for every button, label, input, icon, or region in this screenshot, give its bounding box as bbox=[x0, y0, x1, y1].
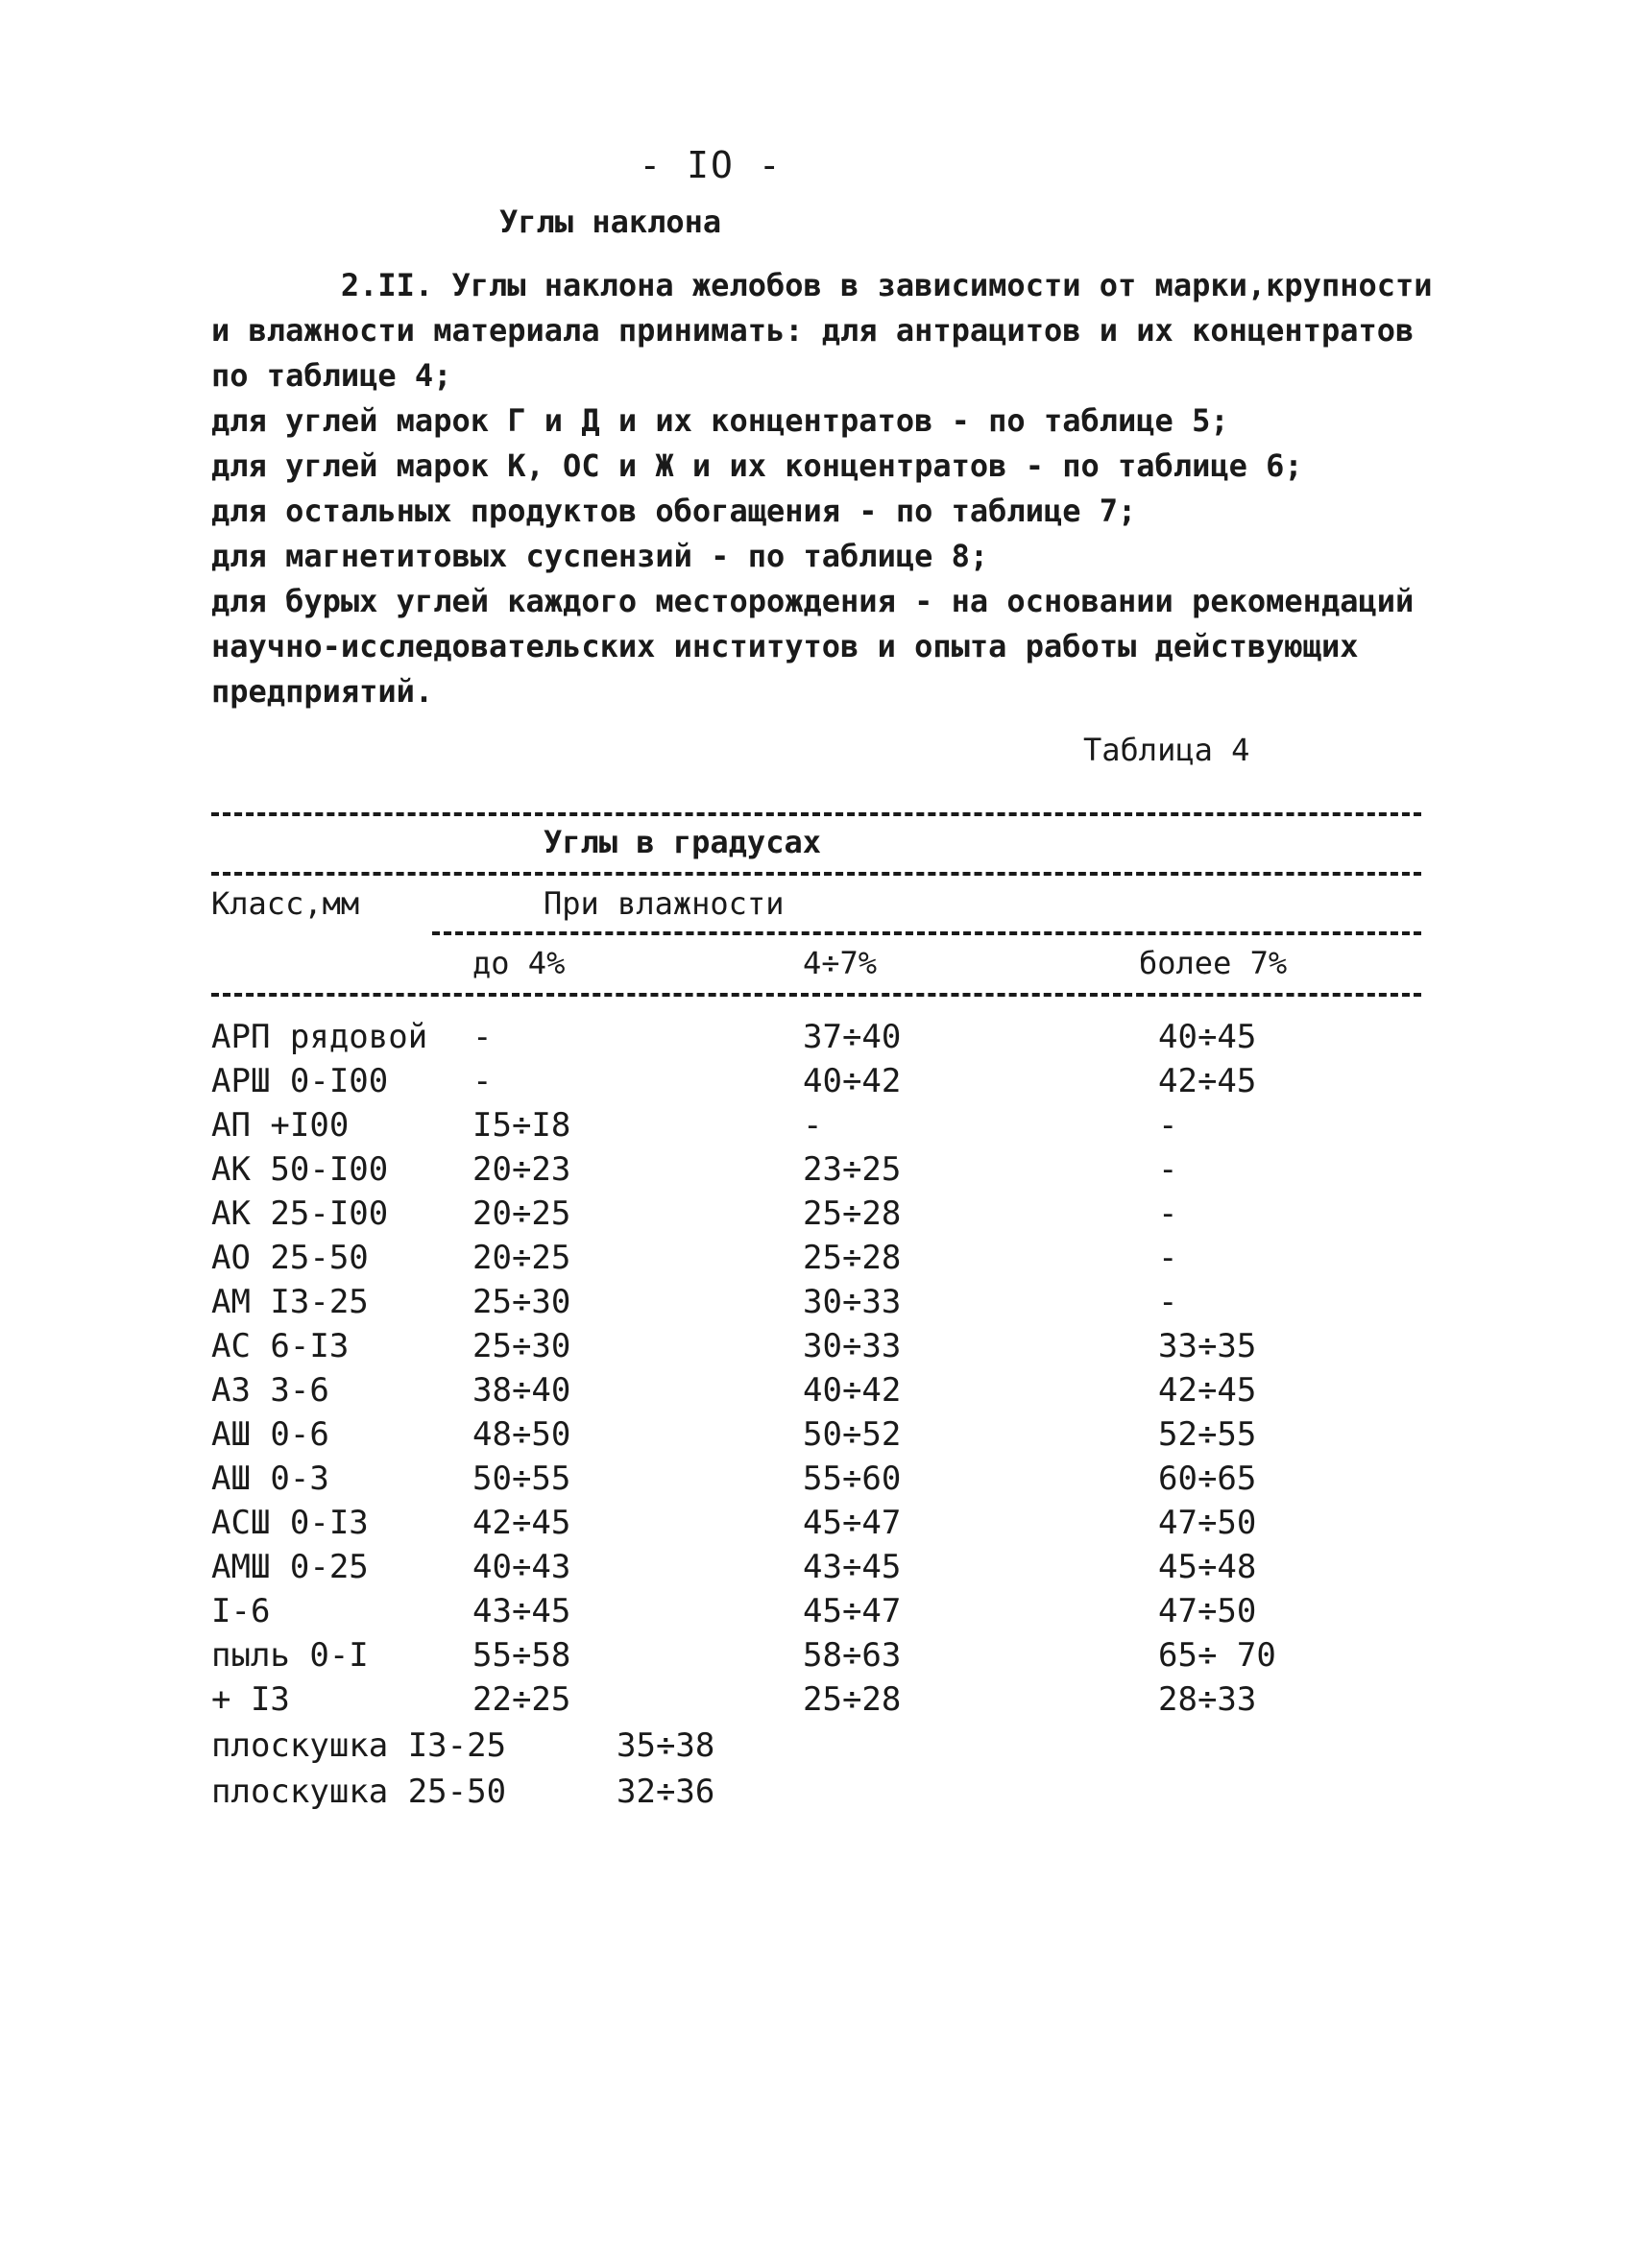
value-cell: 28÷33 bbox=[1158, 1680, 1257, 1719]
paragraph-line: для бурых углей каждого месторождения - на основании рекомендаций bbox=[211, 583, 1415, 619]
table-row bbox=[0, 1415, 1645, 1460]
header-humidity: При влажности bbox=[544, 885, 785, 922]
class-cell: АМШ 0-25 bbox=[211, 1548, 369, 1586]
value-cell: 40÷45 bbox=[1158, 1018, 1257, 1056]
class-cell: АП +I00 bbox=[211, 1106, 350, 1145]
value-cell: 55÷60 bbox=[803, 1460, 902, 1498]
value-cell: 50÷55 bbox=[472, 1460, 571, 1498]
value-cell: 65÷ 70 bbox=[1158, 1636, 1276, 1675]
column-header: более 7% bbox=[1139, 945, 1288, 981]
value-cell: 30÷33 bbox=[803, 1283, 902, 1321]
value-cell: 43÷45 bbox=[472, 1592, 571, 1630]
value-cell: 45÷48 bbox=[1158, 1548, 1257, 1586]
value-cell: - bbox=[1158, 1194, 1178, 1233]
table-row bbox=[0, 1504, 1645, 1548]
value-cell: 25÷28 bbox=[803, 1194, 902, 1233]
table-row bbox=[0, 1194, 1645, 1239]
table-rule bbox=[211, 872, 1421, 876]
value-cell: 47÷50 bbox=[1158, 1592, 1257, 1630]
paragraph-line: предприятий. bbox=[211, 673, 434, 710]
table-caption: Таблица 4 bbox=[1083, 732, 1250, 768]
value-cell: 50÷52 bbox=[803, 1415, 902, 1454]
table-row bbox=[0, 1592, 1645, 1636]
value-cell: 52÷55 bbox=[1158, 1415, 1257, 1454]
value-cell: 20÷23 bbox=[472, 1150, 571, 1189]
table-row bbox=[0, 1460, 1645, 1504]
value-cell: 47÷50 bbox=[1158, 1504, 1257, 1542]
value-cell: 20÷25 bbox=[472, 1239, 571, 1277]
table-row bbox=[0, 1062, 1645, 1106]
header-angles: Углы в градусах bbox=[544, 824, 821, 860]
class-cell: АШ 0-3 bbox=[211, 1460, 329, 1498]
value-cell: 33÷35 bbox=[1158, 1327, 1257, 1365]
value-cell: 48÷50 bbox=[472, 1415, 571, 1454]
table-row bbox=[0, 1636, 1645, 1680]
table-row bbox=[0, 1548, 1645, 1592]
table-row bbox=[0, 1680, 1645, 1725]
table-rule bbox=[432, 931, 1421, 935]
class-cell: АШ 0-6 bbox=[211, 1415, 329, 1454]
value-cell: 38÷40 bbox=[472, 1371, 571, 1410]
table-row bbox=[0, 1371, 1645, 1415]
value-cell: 25÷28 bbox=[803, 1680, 902, 1719]
value-cell: 25÷28 bbox=[803, 1239, 902, 1277]
paragraph-line: по таблице 4; bbox=[211, 357, 452, 394]
value-cell: 55÷58 bbox=[472, 1636, 571, 1675]
section-title: Углы наклона bbox=[499, 204, 722, 240]
class-cell: АК 25-I00 bbox=[211, 1194, 389, 1233]
table-row bbox=[0, 1150, 1645, 1194]
value-cell: - bbox=[803, 1106, 823, 1145]
paragraph-line: научно-исследовательских институтов и опыта работы действующих bbox=[211, 628, 1359, 664]
column-header: 4÷7% bbox=[803, 945, 878, 981]
value-cell: - bbox=[1158, 1150, 1178, 1189]
paragraph-line: для магнетитовых суспензий - по таблице 8; bbox=[211, 538, 989, 574]
table-row bbox=[0, 1327, 1645, 1371]
paragraph-line: 2.II. Углы наклона желобов в зависимости от марки,крупности bbox=[211, 267, 1433, 303]
value-cell: 42÷45 bbox=[1158, 1062, 1257, 1100]
value-cell: - bbox=[1158, 1283, 1178, 1321]
value-cell: 30÷33 bbox=[803, 1327, 902, 1365]
header-class: Класс,мм bbox=[211, 885, 360, 922]
table-rule bbox=[211, 812, 1421, 816]
table-row bbox=[0, 1239, 1645, 1283]
class-cell: АЗ 3-6 bbox=[211, 1371, 329, 1410]
value-cell: 45÷47 bbox=[803, 1504, 902, 1542]
value-cell: 60÷65 bbox=[1158, 1460, 1257, 1498]
value-cell: 37÷40 bbox=[803, 1018, 902, 1056]
value-cell: 42÷45 bbox=[1158, 1371, 1257, 1410]
class-cell: + I3 bbox=[211, 1680, 290, 1719]
value-cell: 40÷42 bbox=[803, 1062, 902, 1100]
extra-row-value: 32÷36 bbox=[617, 1773, 715, 1811]
class-cell: АРП рядовой bbox=[211, 1018, 428, 1056]
value-cell: - bbox=[1158, 1106, 1178, 1145]
class-cell: АК 50-I00 bbox=[211, 1150, 389, 1189]
table-row bbox=[0, 1283, 1645, 1327]
value-cell: 45÷47 bbox=[803, 1592, 902, 1630]
class-cell: пыль 0-I bbox=[211, 1636, 369, 1675]
value-cell: 25÷30 bbox=[472, 1283, 571, 1321]
value-cell: 20÷25 bbox=[472, 1194, 571, 1233]
page-number: - IO - bbox=[639, 144, 783, 186]
value-cell: 40÷43 bbox=[472, 1548, 571, 1586]
class-cell: АСШ 0-I3 bbox=[211, 1504, 369, 1542]
extra-row-class: плоскушка 25-50 bbox=[211, 1773, 507, 1811]
paragraph-line: для углей марок К, ОС и Ж и их концентратов - по таблице 6; bbox=[211, 447, 1303, 484]
value-cell: 22÷25 bbox=[472, 1680, 571, 1719]
value-cell: - bbox=[1158, 1239, 1178, 1277]
table-row bbox=[0, 1106, 1645, 1150]
paragraph-line: для углей марок Г и Д и их концентратов - по таблице 5; bbox=[211, 402, 1229, 439]
value-cell: 23÷25 bbox=[803, 1150, 902, 1189]
value-cell: 58÷63 bbox=[803, 1636, 902, 1675]
extra-row-class: плоскушка I3-25 bbox=[211, 1726, 507, 1765]
value-cell: 42÷45 bbox=[472, 1504, 571, 1542]
extra-row-value: 35÷38 bbox=[617, 1726, 715, 1765]
value-cell: - bbox=[472, 1062, 493, 1100]
value-cell: 43÷45 bbox=[803, 1548, 902, 1586]
value-cell: - bbox=[472, 1018, 493, 1056]
column-header: до 4% bbox=[472, 945, 566, 981]
value-cell: 25÷30 bbox=[472, 1327, 571, 1365]
value-cell: I5÷I8 bbox=[472, 1106, 571, 1145]
paragraph-line: и влажности материала принимать: для антрацитов и их концентратов bbox=[211, 312, 1415, 349]
class-cell: АС 6-I3 bbox=[211, 1327, 350, 1365]
table-row bbox=[0, 1018, 1645, 1062]
class-cell: АРШ 0-I00 bbox=[211, 1062, 389, 1100]
class-cell: АМ I3-25 bbox=[211, 1283, 369, 1321]
value-cell: 40÷42 bbox=[803, 1371, 902, 1410]
paragraph-line: для остальных продуктов обогащения - по таблице 7; bbox=[211, 493, 1137, 529]
table-rule bbox=[211, 993, 1421, 997]
class-cell: I-6 bbox=[211, 1592, 271, 1630]
class-cell: АО 25-50 bbox=[211, 1239, 369, 1277]
